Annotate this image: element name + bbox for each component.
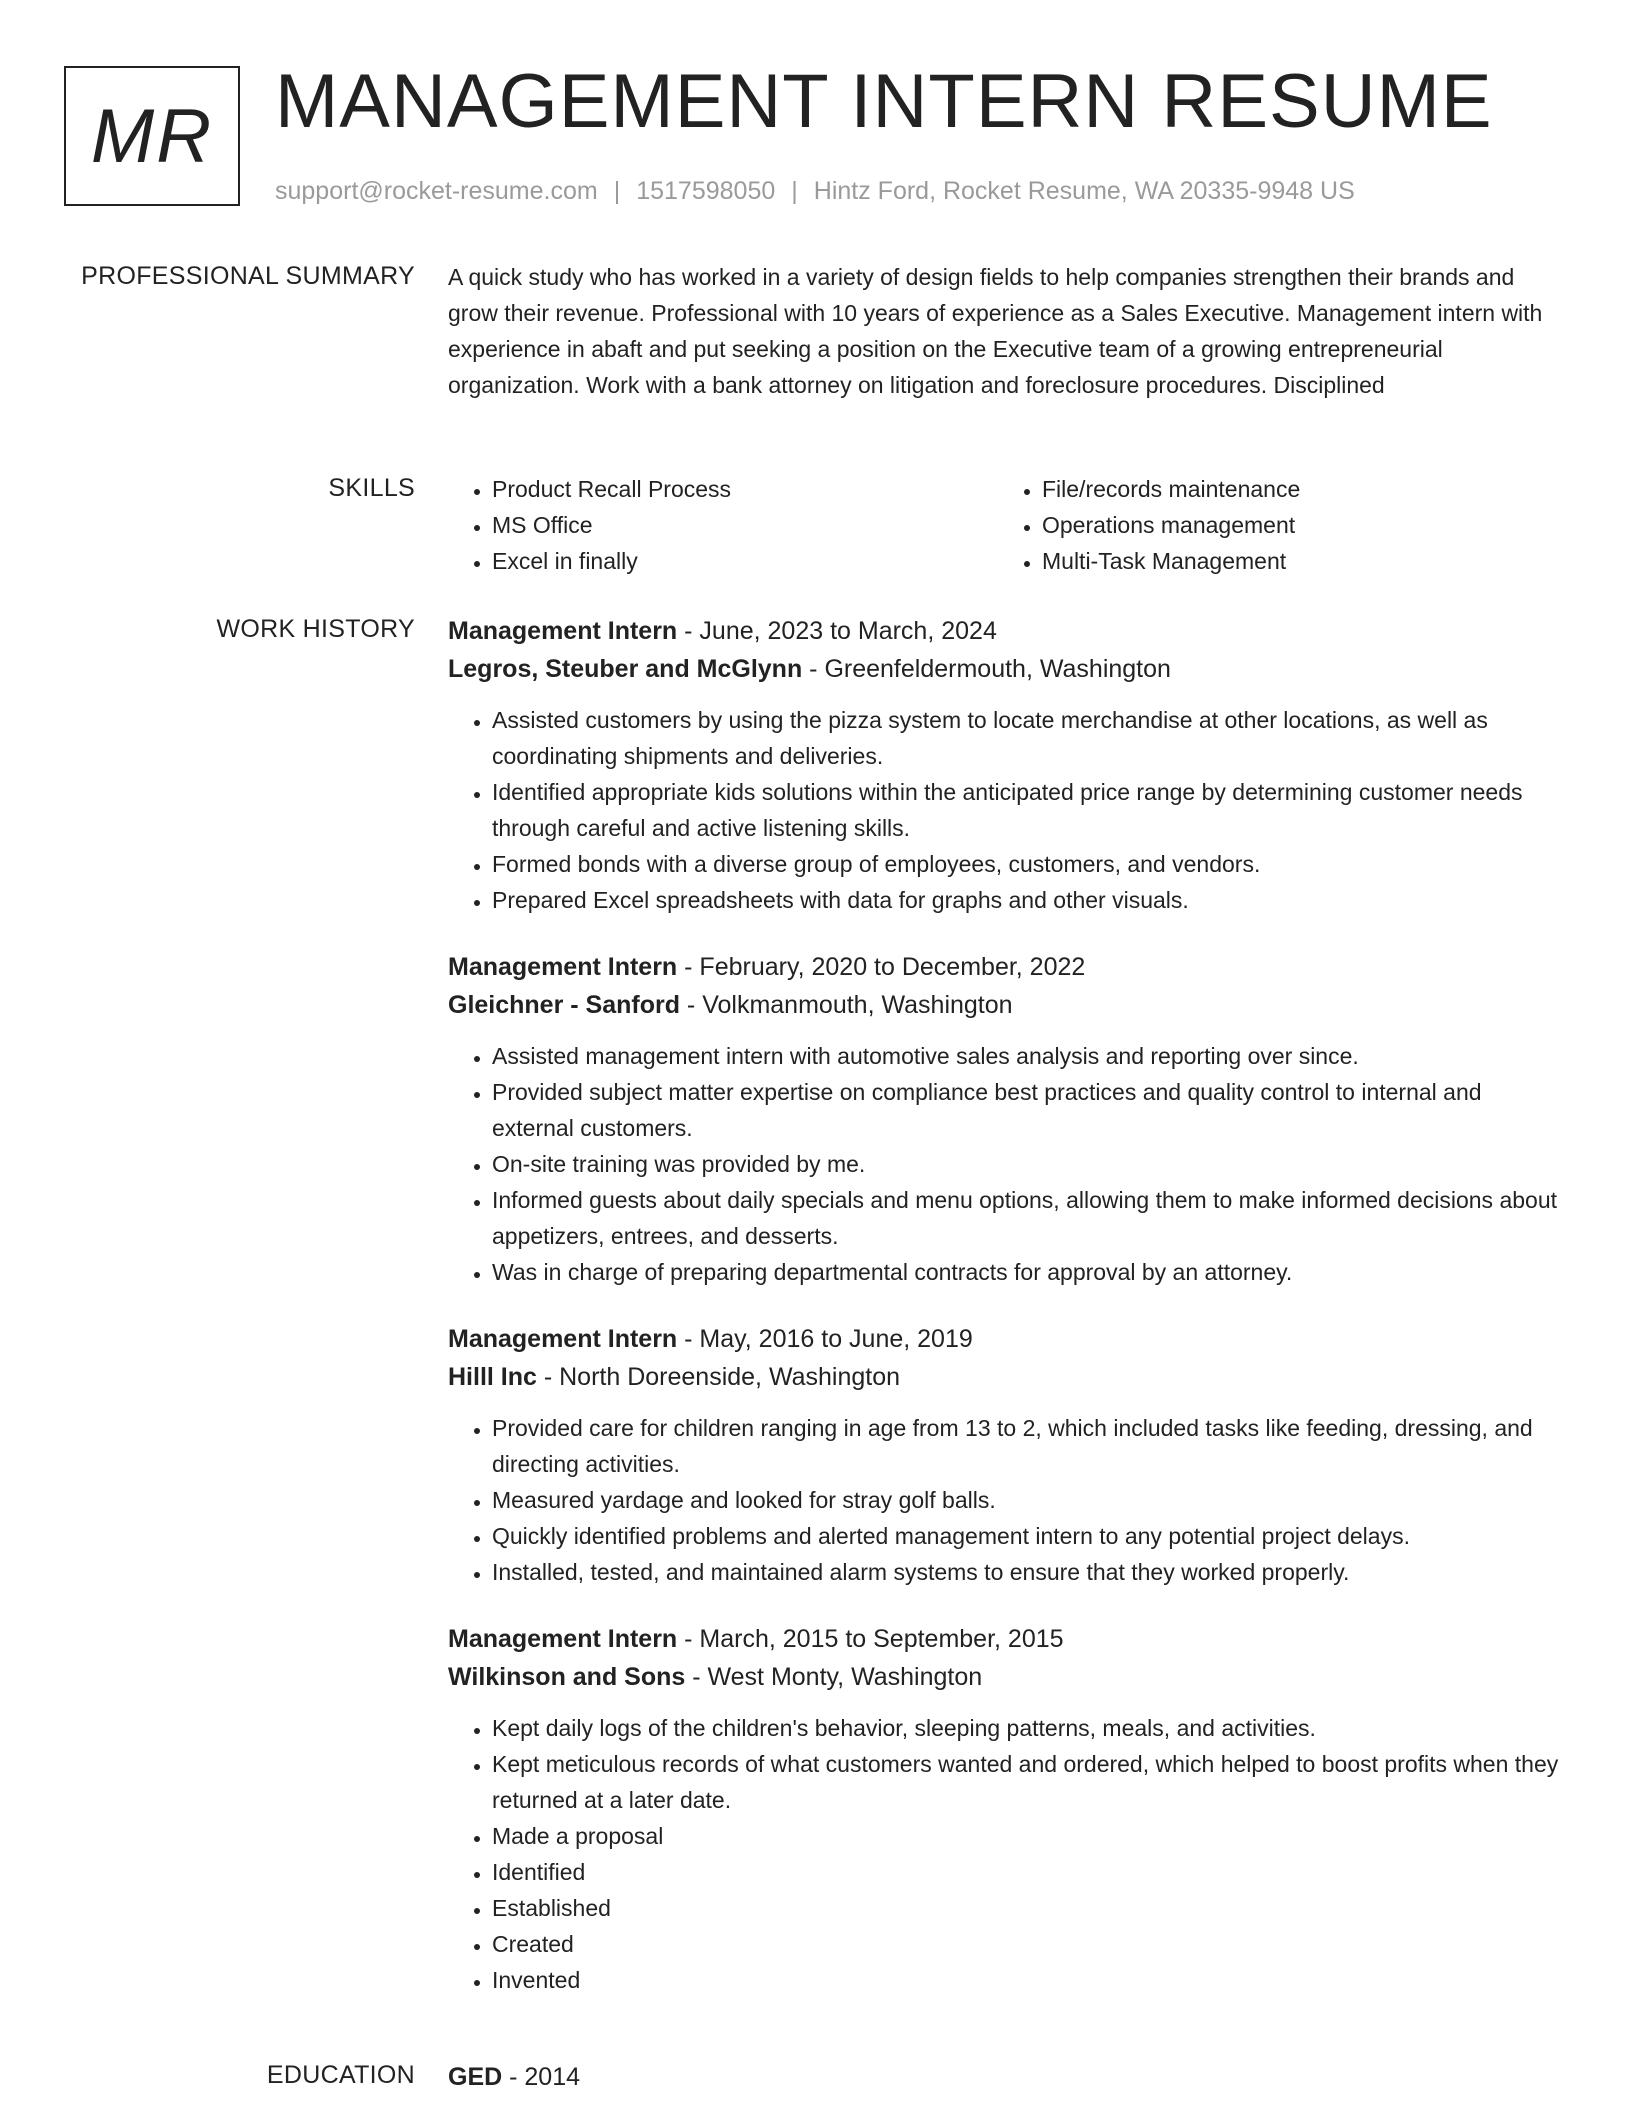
- job-bullet: • Quickly identified problems and alerted management intern to any potential project delays.: [492, 1518, 1568, 1554]
- job-title-line: [448, 612, 1568, 650]
- job-bullet: • Installed, tested, and maintained alarm systems to ensure that they worked properly.: [492, 1554, 1568, 1590]
- contact-phone: 1517598050: [636, 177, 776, 205]
- skill-item: • Excel in finally: [492, 543, 998, 579]
- job-dates: - May, 2016 to June, 2019: [677, 1325, 973, 1353]
- job-company-line: [448, 986, 1568, 1024]
- skill-item: • Operations management: [1042, 507, 1548, 543]
- job-bullet: • Formed bonds with a diverse group of employees, customers, and vendors.: [492, 846, 1568, 882]
- job-title: Management Intern: [448, 953, 678, 981]
- job-title: Management Intern: [448, 617, 678, 645]
- job-bullet: • Was in charge of preparing departmental contracts for approval by an attorney.: [492, 1254, 1568, 1290]
- education-line: [448, 2058, 1568, 2096]
- job-bullets: [448, 1410, 1568, 1590]
- job-bullet: • Prepared Excel spreadsheets with data for graphs and other visuals.: [492, 882, 1568, 918]
- job-bullet: • On-site training was provided by me.: [492, 1146, 1568, 1182]
- job-bullet: • Provided care for children ranging in age from 13 to 2, which included tasks like feeding, dressing, and directing activities.: [492, 1410, 1568, 1482]
- summary-body: [448, 259, 1568, 403]
- job-title-line: [448, 1620, 1568, 1658]
- job-bullet: • Invented: [492, 1962, 1568, 1998]
- job-bullets: [448, 702, 1568, 918]
- education-body: [448, 2058, 1568, 2096]
- job-bullet: • Created: [492, 1926, 1568, 1962]
- job-company: Wilkinson and Sons: [448, 1663, 686, 1691]
- job-bullet: • Informed guests about daily specials and menu options, allowing them to make informed decisions about appetizers, entrees, and desserts.: [492, 1182, 1568, 1254]
- education-label: EDUCATION: [266, 2061, 415, 2089]
- job-bullet: • Established: [492, 1890, 1568, 1926]
- job-bullet: • Provided subject matter expertise on compliance best practices and quality control to internal and external customers.: [492, 1074, 1568, 1146]
- job-bullet: • Kept meticulous records of what customers wanted and ordered, which helped to boost profits when they returned at a later date.: [492, 1746, 1568, 1818]
- work-history-body: [448, 612, 1568, 2028]
- contact-line: [275, 174, 1355, 208]
- job-bullet: • Identified: [492, 1854, 1568, 1890]
- job-bullet: • Made a proposal: [492, 1818, 1568, 1854]
- job-company: Legros, Steuber and McGlynn: [448, 655, 803, 683]
- contact-separator: |: [613, 177, 621, 205]
- skills-body: [448, 471, 1568, 579]
- job-bullet: • Assisted management intern with automotive sales analysis and reporting over since.: [492, 1038, 1568, 1074]
- job-location: - North Doreenside, Washington: [536, 1363, 901, 1391]
- job-company-line: [448, 1658, 1568, 1696]
- education-degree: GED: [448, 2063, 503, 2091]
- job-entry: [448, 1620, 1568, 1998]
- job-title: Management Intern: [448, 1325, 678, 1353]
- job-bullet: • Identified appropriate kids solutions within the anticipated price range by determining customer needs through careful and active listening skills.: [492, 774, 1568, 846]
- skills-label: SKILLS: [328, 474, 415, 502]
- job-company: Hilll Inc: [448, 1363, 537, 1391]
- monogram-initials: MR: [90, 93, 214, 179]
- job-dates: - June, 2023 to March, 2024: [677, 617, 997, 645]
- resume-title: MANAGEMENT INTERN RESUME: [275, 59, 1493, 144]
- skill-item: • MS Office: [492, 507, 998, 543]
- contact-address: Hintz Ford, Rocket Resume, WA 20335-9948 US: [813, 177, 1355, 205]
- job-location: - Volkmanmouth, Washington: [679, 991, 1013, 1019]
- job-bullet: • Assisted customers by using the pizza system to locate merchandise at other locations, as well as coordinating shipments and deliveries.: [492, 702, 1568, 774]
- work-history-label: WORK HISTORY: [216, 615, 415, 643]
- education-year: - 2014: [502, 2063, 581, 2091]
- skills-list-right: [998, 471, 1548, 579]
- contact-email: support@rocket-resume.com: [275, 177, 598, 205]
- job-company-line: [448, 1358, 1568, 1396]
- job-entry: [448, 948, 1568, 1290]
- job-bullets: [448, 1038, 1568, 1290]
- summary-text: A quick study who has worked in a variety of design fields to help companies strengthen their brands and grow their revenue. Professional with 10 years of experience as a Sales Executive. Management intern with experience in abaft and put seeking a position on the Executive team of a growing entrepreneurial organization. Work with a bank attorney on litigation and foreclosure procedures. Disciplined: [448, 264, 1543, 398]
- job-dates: - March, 2015 to September, 2015: [677, 1625, 1064, 1653]
- summary-label: PROFESSIONAL SUMMARY: [81, 262, 415, 290]
- job-location: - Greenfeldermouth, Washington: [802, 655, 1171, 683]
- job-bullet: • Kept daily logs of the children's behavior, sleeping patterns, meals, and activities.: [492, 1710, 1568, 1746]
- job-bullets: [448, 1710, 1568, 1998]
- job-entry: [448, 1320, 1568, 1590]
- job-title-line: [448, 1320, 1568, 1358]
- monogram-box: [64, 66, 240, 206]
- job-company-line: [448, 650, 1568, 688]
- job-title-line: [448, 948, 1568, 986]
- job-dates: - February, 2020 to December, 2022: [677, 953, 1086, 981]
- job-location: - West Monty, Washington: [685, 1663, 983, 1691]
- skill-item: • File/records maintenance: [1042, 471, 1548, 507]
- job-company: Gleichner - Sanford: [448, 991, 680, 1019]
- contact-separator: |: [791, 177, 798, 205]
- job-title: Management Intern: [448, 1625, 678, 1653]
- skill-item: • Product Recall Process: [492, 471, 998, 507]
- job-bullet: • Measured yardage and looked for stray golf balls.: [492, 1482, 1568, 1518]
- skills-list-left: [448, 471, 998, 579]
- skill-item: • Multi-Task Management: [1042, 543, 1548, 579]
- skills-grid: [448, 471, 1568, 579]
- job-entry: [448, 612, 1568, 918]
